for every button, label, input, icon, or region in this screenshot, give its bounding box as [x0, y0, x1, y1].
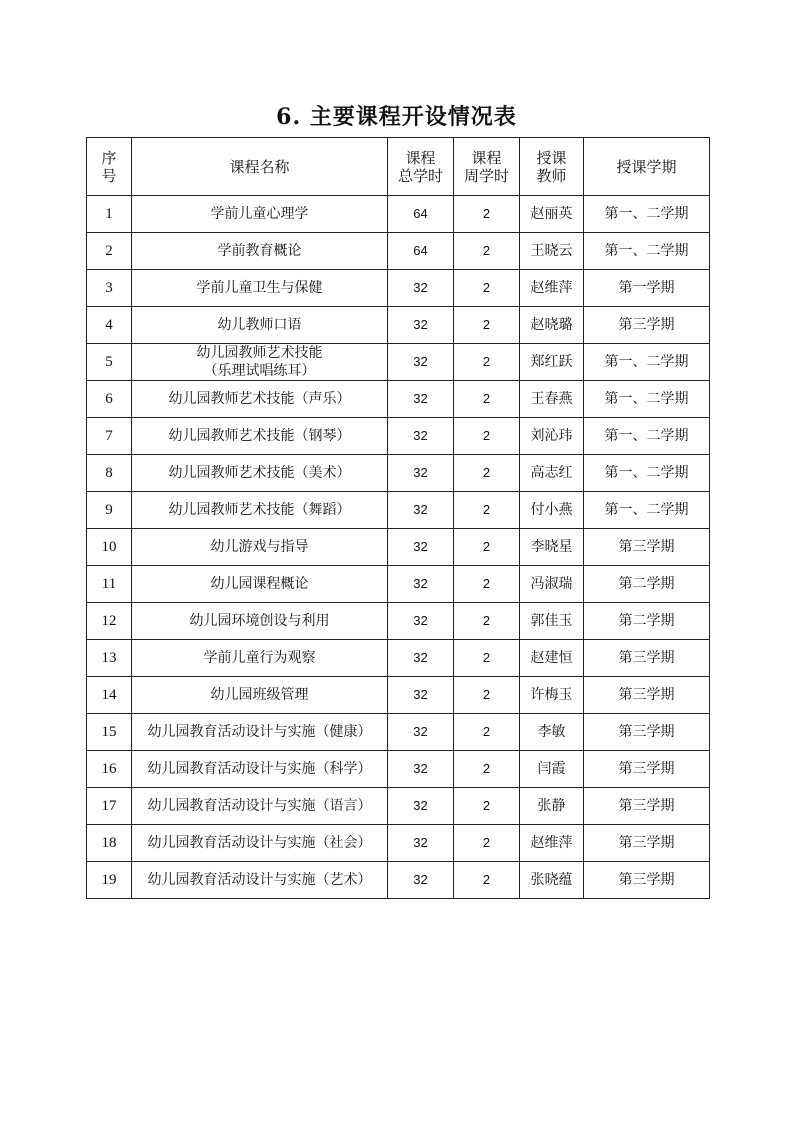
table-header-row: [87, 138, 710, 196]
cell-total-hours: 32: [388, 418, 454, 455]
course-name-line: 幼儿园教育活动设计与实施（健康）: [147, 724, 372, 740]
cell-course-name: [132, 788, 388, 825]
table-row: [87, 640, 710, 677]
cell-teacher: 李敏: [520, 714, 584, 751]
header-teacher-line-2: 教师: [536, 166, 567, 185]
cell-term: 第三学期: [584, 825, 710, 862]
cell-total-hours: 32: [388, 714, 454, 751]
table-row: [87, 307, 710, 344]
cell-total-hours: 32: [388, 381, 454, 418]
cell-no: 5: [87, 344, 132, 381]
cell-total-hours: 32: [388, 751, 454, 788]
cell-no: 12: [87, 603, 132, 640]
header-no-line-2: 号: [101, 166, 117, 185]
cell-total-hours: 64: [388, 196, 454, 233]
cell-course-name: [132, 418, 388, 455]
cell-no: 7: [87, 418, 132, 455]
table-row: [87, 751, 710, 788]
cell-teacher: 许梅玉: [520, 677, 584, 714]
cell-weekly-hours: 2: [454, 714, 520, 751]
course-name-line: 幼儿园教师艺术技能（声乐）: [168, 391, 351, 407]
cell-weekly-hours: 2: [454, 529, 520, 566]
cell-course-name: [132, 529, 388, 566]
cell-term: 第三学期: [584, 751, 710, 788]
cell-weekly-hours: 2: [454, 603, 520, 640]
cell-course-name: [132, 492, 388, 529]
table-row: [87, 418, 710, 455]
cell-course-name: [132, 566, 388, 603]
cell-no: 18: [87, 825, 132, 862]
course-name-line: 学前儿童心理学: [210, 206, 309, 222]
cell-teacher: 冯淑瑞: [520, 566, 584, 603]
cell-term: 第一、二学期: [584, 418, 710, 455]
cell-total-hours: 32: [388, 566, 454, 603]
cell-term: 第三学期: [584, 529, 710, 566]
header-no-line-1: 序: [101, 148, 117, 167]
cell-no: 11: [87, 566, 132, 603]
course-name-line: 幼儿园教育活动设计与实施（艺术）: [147, 872, 372, 888]
cell-weekly-hours: 2: [454, 418, 520, 455]
course-name-line: 幼儿园教师艺术技能（美术）: [168, 465, 351, 481]
header-total-hours-line-1: 课程: [405, 148, 436, 167]
cell-total-hours: 32: [388, 455, 454, 492]
cell-total-hours: 32: [388, 344, 454, 381]
table-body: [87, 196, 710, 899]
course-table: [86, 137, 710, 899]
cell-course-name: [132, 196, 388, 233]
cell-teacher: 闫霞: [520, 751, 584, 788]
cell-course-name: [132, 270, 388, 307]
cell-teacher: 付小燕: [520, 492, 584, 529]
cell-weekly-hours: 2: [454, 677, 520, 714]
cell-teacher: 张静: [520, 788, 584, 825]
cell-teacher: 郭佳玉: [520, 603, 584, 640]
header-teacher-line-1: 授课: [536, 148, 567, 167]
cell-weekly-hours: 2: [454, 862, 520, 899]
table-row: [87, 492, 710, 529]
cell-teacher: 郑红跃: [520, 344, 584, 381]
table-row: [87, 862, 710, 899]
cell-weekly-hours: 2: [454, 492, 520, 529]
cell-total-hours: 32: [388, 492, 454, 529]
cell-teacher: 赵维萍: [520, 825, 584, 862]
cell-weekly-hours: 2: [454, 307, 520, 344]
table-row: [87, 714, 710, 751]
cell-total-hours: 32: [388, 270, 454, 307]
cell-total-hours: 32: [388, 307, 454, 344]
cell-teacher: 王春燕: [520, 381, 584, 418]
course-name-line: 幼儿园教师艺术技能: [196, 345, 323, 361]
cell-course-name: [132, 751, 388, 788]
table-row: [87, 233, 710, 270]
cell-weekly-hours: 2: [454, 381, 520, 418]
cell-weekly-hours: 2: [454, 751, 520, 788]
course-name-line: 学前儿童卫生与保健: [196, 280, 323, 296]
cell-teacher: 高志红: [520, 455, 584, 492]
cell-weekly-hours: 2: [454, 825, 520, 862]
cell-term: 第一、二学期: [584, 196, 710, 233]
cell-course-name: [132, 233, 388, 270]
cell-total-hours: 32: [388, 862, 454, 899]
cell-term: 第二学期: [584, 603, 710, 640]
cell-term: 第三学期: [584, 714, 710, 751]
cell-no: 4: [87, 307, 132, 344]
cell-term: 第一、二学期: [584, 455, 710, 492]
cell-course-name: [132, 455, 388, 492]
cell-no: 6: [87, 381, 132, 418]
table-row: [87, 344, 710, 381]
cell-no: 16: [87, 751, 132, 788]
cell-total-hours: 32: [388, 788, 454, 825]
cell-no: 17: [87, 788, 132, 825]
cell-term: 第三学期: [584, 788, 710, 825]
course-name-line: 幼儿教师口语: [217, 317, 302, 333]
course-name-line: 幼儿园教育活动设计与实施（社会）: [147, 835, 372, 851]
cell-total-hours: 32: [388, 677, 454, 714]
table-row: [87, 455, 710, 492]
cell-total-hours: 32: [388, 640, 454, 677]
header-no: [87, 138, 132, 196]
cell-no: 1: [87, 196, 132, 233]
course-name-line: 幼儿园教师艺术技能（舞蹈）: [168, 502, 351, 518]
cell-course-name: [132, 307, 388, 344]
cell-total-hours: 32: [388, 603, 454, 640]
cell-term: 第一、二学期: [584, 381, 710, 418]
cell-teacher: 赵维萍: [520, 270, 584, 307]
cell-teacher: 赵丽英: [520, 196, 584, 233]
cell-teacher: 张晓蕴: [520, 862, 584, 899]
header-total-hours-line-2: 总学时: [397, 166, 443, 185]
table-row: [87, 381, 710, 418]
cell-no: 8: [87, 455, 132, 492]
course-name-line: 幼儿园教育活动设计与实施（科学）: [147, 761, 372, 777]
header-total-hours: [388, 138, 454, 196]
header-course-name: 课程名称: [132, 138, 388, 196]
course-name-line: 幼儿园班级管理: [210, 687, 309, 703]
header-weekly-hours: [454, 138, 520, 196]
cell-course-name: [132, 640, 388, 677]
page-title: 6. 主要课程开设情况表: [276, 104, 517, 130]
cell-term: 第一、二学期: [584, 344, 710, 381]
course-name-line: 幼儿园教育活动设计与实施（语言）: [147, 798, 372, 814]
cell-weekly-hours: 2: [454, 270, 520, 307]
course-name-line: 学前教育概论: [217, 243, 302, 259]
cell-teacher: 赵建恒: [520, 640, 584, 677]
cell-no: 13: [87, 640, 132, 677]
cell-teacher: 李晓星: [520, 529, 584, 566]
course-name-line: 幼儿园环境创设与利用: [189, 613, 330, 629]
cell-weekly-hours: 2: [454, 233, 520, 270]
cell-weekly-hours: 2: [454, 566, 520, 603]
cell-term: 第一、二学期: [584, 492, 710, 529]
cell-total-hours: 32: [388, 825, 454, 862]
cell-teacher: 刘沁玮: [520, 418, 584, 455]
table-row: [87, 566, 710, 603]
header-weekly-hours-line-1: 课程: [471, 148, 502, 167]
cell-weekly-hours: 2: [454, 640, 520, 677]
cell-weekly-hours: 2: [454, 344, 520, 381]
cell-total-hours: 64: [388, 233, 454, 270]
cell-teacher: 赵晓璐: [520, 307, 584, 344]
cell-term: 第三学期: [584, 677, 710, 714]
cell-no: 2: [87, 233, 132, 270]
table-row: [87, 788, 710, 825]
table-row: [87, 677, 710, 714]
course-name-line: （乐理试唱练耳）: [203, 363, 316, 379]
cell-course-name: [132, 677, 388, 714]
header-term: 授课学期: [584, 138, 710, 196]
cell-course-name: [132, 344, 388, 381]
cell-term: 第一学期: [584, 270, 710, 307]
cell-no: 15: [87, 714, 132, 751]
cell-course-name: [132, 714, 388, 751]
cell-no: 14: [87, 677, 132, 714]
cell-weekly-hours: 2: [454, 455, 520, 492]
course-name-line: 幼儿园课程概论: [210, 576, 309, 592]
cell-no: 19: [87, 862, 132, 899]
cell-course-name: [132, 825, 388, 862]
cell-total-hours: 32: [388, 529, 454, 566]
cell-term: 第三学期: [584, 862, 710, 899]
cell-term: 第一、二学期: [584, 233, 710, 270]
course-name-line: 幼儿游戏与指导: [210, 539, 309, 555]
cell-no: 3: [87, 270, 132, 307]
cell-course-name: [132, 862, 388, 899]
cell-no: 9: [87, 492, 132, 529]
header-weekly-hours-line-2: 周学时: [463, 166, 509, 185]
table-row: [87, 603, 710, 640]
course-name-line: 学前儿童行为观察: [203, 650, 316, 666]
cell-weekly-hours: 2: [454, 196, 520, 233]
cell-course-name: [132, 603, 388, 640]
cell-term: 第三学期: [584, 307, 710, 344]
table-row: [87, 270, 710, 307]
table-row: [87, 529, 710, 566]
cell-course-name: [132, 381, 388, 418]
course-name-line: 幼儿园教师艺术技能（钢琴）: [168, 428, 351, 444]
header-teacher: [520, 138, 584, 196]
cell-term: 第二学期: [584, 566, 710, 603]
cell-weekly-hours: 2: [454, 788, 520, 825]
cell-no: 10: [87, 529, 132, 566]
table-row: [87, 825, 710, 862]
cell-term: 第三学期: [584, 640, 710, 677]
table-row: [87, 196, 710, 233]
cell-teacher: 王晓云: [520, 233, 584, 270]
